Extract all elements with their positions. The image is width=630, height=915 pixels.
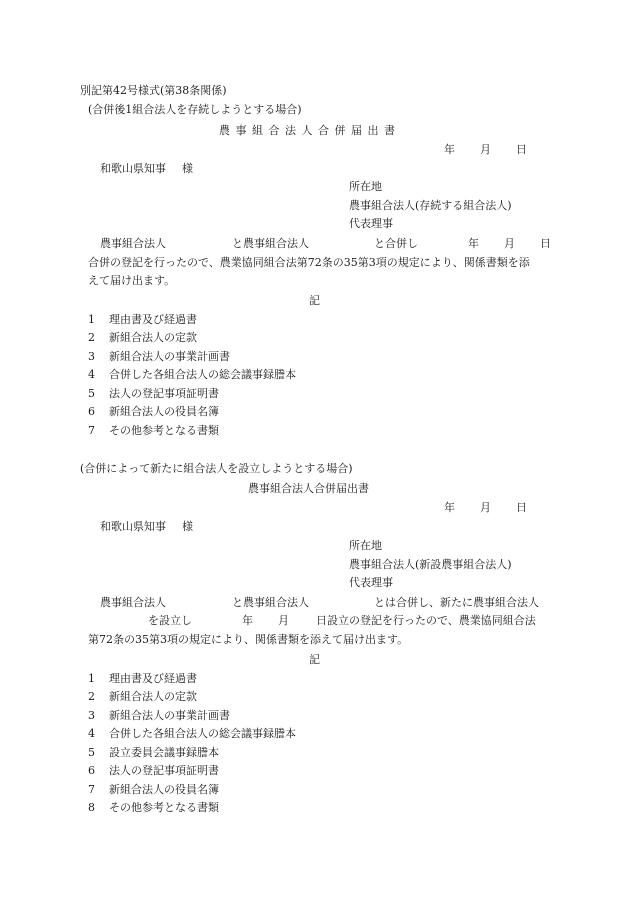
date-month: 月 [480,143,491,156]
list-item: 8 その他参考となる書類 [88,801,219,814]
date-year: 年 [444,143,455,156]
list-item: 7 その他参考となる書類 [88,424,219,437]
list-item: 1 理由書及び経過書 [88,313,197,326]
body-year: 年 [468,237,479,250]
sender-name-label: 農事組合法人(存続する組合法人) [349,199,512,212]
sender-name-label: 農事組合法人(新設農事組合法人) [349,558,512,571]
list-item: 3 新組合法人の事業計画書 [88,350,230,363]
sender-address-label: 所在地 [349,539,382,552]
sender-address-label: 所在地 [349,180,382,193]
list-item: 4 合併した各組合法人の総会議事録謄本 [88,368,296,381]
sender-representative-label: 代表理事 [349,217,393,230]
body-corp-b: と農事組合法人 [232,237,309,250]
list-item: 4 合併した各組合法人の総会議事録謄本 [88,727,296,740]
list-item: 2 新組合法人の定款 [88,331,197,344]
list-item: 6 新組合法人の役員名簿 [88,405,219,418]
date-month: 月 [480,501,491,514]
body-corp-b: と農事組合法人 [232,596,309,609]
ki-heading: 記 [309,653,320,666]
addressee: 和歌山県知事 [100,520,166,533]
case-heading: (合併後1組合法人を存続しようとする場合) [88,103,302,116]
body-line-3: 第72条の35第3項の規定により、関係書類を添えて届け出ます。 [88,633,409,646]
honorific: 様 [182,162,193,175]
body-merged: とは合併し、新たに農事組合法人 [374,596,539,609]
document-title: 農事組合法人合併届出書 [248,482,369,495]
body-month: 月 [278,614,289,627]
list-item: 2 新組合法人の定款 [88,690,197,703]
case-heading: (合併によって新たに組合法人を設立しようとする場合) [80,462,353,475]
body-year: 年 [242,614,253,627]
document-title: 農 事 組 合 法 人 合 併 届 出 書 [219,124,396,137]
sender-representative-label: 代表理事 [349,576,393,589]
body-month: 月 [504,237,515,250]
body-day: 日 [540,237,551,250]
list-item: 5 設立委員会議事録謄本 [88,746,219,759]
body-merged: と合併し [374,237,418,250]
list-item: 5 法人の登記事項証明書 [88,387,219,400]
honorific: 様 [182,520,193,533]
body-line-2-rest: 日設立の登記を行ったので、農業協同組合法 [316,614,536,627]
list-item: 1 理由書及び経過書 [88,672,197,685]
body-established: を設立し [148,614,192,627]
body-line-3: えて届け出ます。 [88,274,176,287]
body-line-2: 合併の登記を行ったので、農業協同組合法第72条の35第3項の規定により、関係書類を添 [88,256,530,269]
ki-heading: 記 [309,294,320,307]
body-corp-a: 農事組合法人 [100,237,166,250]
addressee: 和歌山県知事 [100,162,166,175]
date-day: 日 [516,501,527,514]
list-item: 6 法人の登記事項証明書 [88,764,219,777]
form-id: 別記第42号様式(第38条関係) [80,84,227,97]
body-corp-a: 農事組合法人 [100,596,166,609]
list-item: 7 新組合法人の役員名簿 [88,783,219,796]
date-year: 年 [444,501,455,514]
date-day: 日 [516,143,527,156]
list-item: 3 新組合法人の事業計画書 [88,709,230,722]
